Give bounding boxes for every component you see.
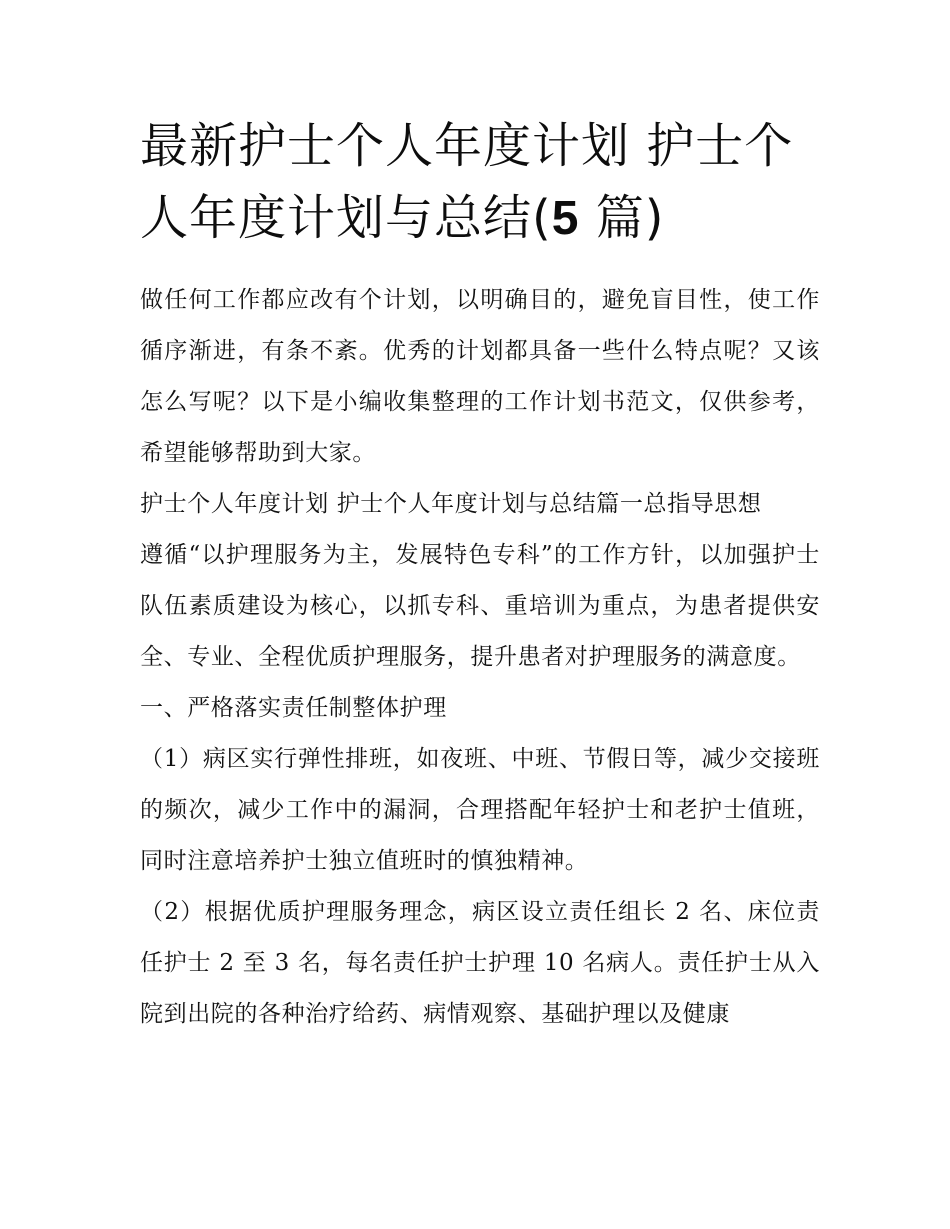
intro-paragraph: 做任何工作都应改有个计划，以明确目的，避免盲目性，使工作循序渐进，有条不紊。优秀的计划都具备一些什么特点呢？又该怎么写呢？以下是小编收集整理的工作计划书范文，仅供参考，希望能够帮助到大家。 (140, 287, 820, 466)
section-one-heading: 一、严格落实责任制整体护理 (140, 695, 447, 721)
document-body (140, 275, 820, 1040)
title-main-text: 最新护士个人年度计划 护士个人年度计划与总结( (140, 118, 794, 246)
section-heading-paragraph: 护士个人年度计划 护士个人年度计划与总结篇一总指导思想 (140, 491, 762, 517)
title-number: 5 (551, 192, 580, 245)
item-one-paragraph: （1）病区实行弹性排班，如夜班、中班、节假日等，减少交接班的频次，减少工作中的漏洞，合理搭配年轻护士和老护士值班，同时注意培养护士独立值班时的慎独精神。 (140, 746, 820, 874)
guiding-principle-paragraph: 遵循“以护理服务为主，发展特色专科”的工作方针，以加强护士队伍素质建设为核心，以抓专科、重培训为重点，为患者提供安全、专业、全程优质护理服务，提升患者对护理服务的满意度。 (140, 542, 820, 670)
document-title (140, 110, 820, 255)
title-end-text: 篇) (579, 190, 665, 246)
document-page (140, 110, 820, 1040)
item-two-paragraph: （2）根据优质护理服务理念，病区设立责任组长 2 名、床位责任护士 2 至 3 名，每名责任护士护理 10 名病人。责任护士从入院到出院的各种治疗给药、病情观察、基础护理以及健康 (140, 899, 820, 1027)
